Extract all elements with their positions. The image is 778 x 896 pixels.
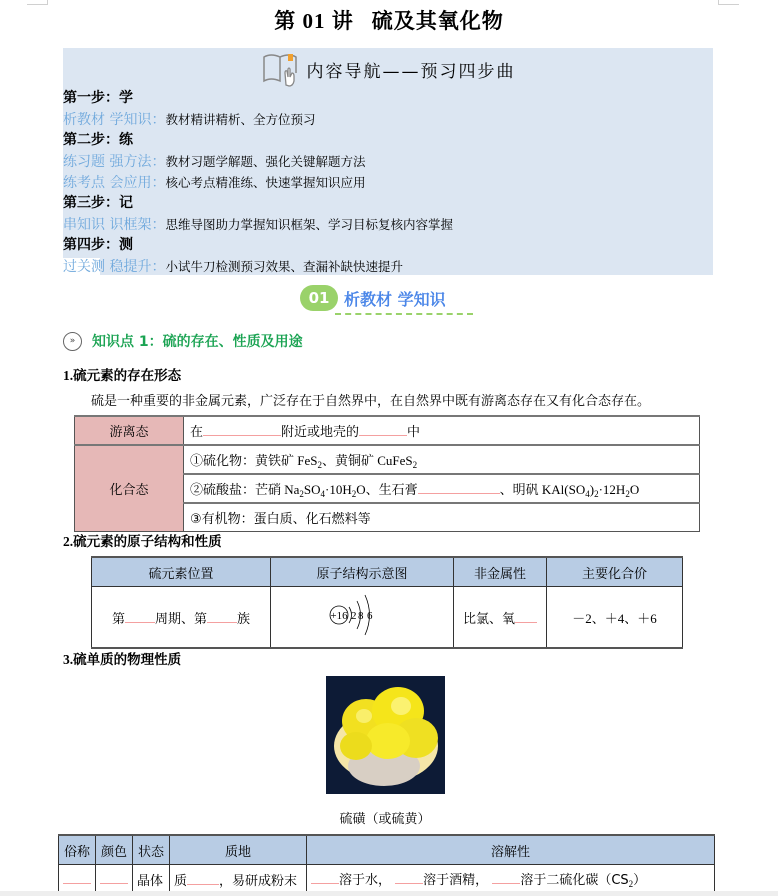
header-solubility: 溶解性 xyxy=(307,835,715,865)
subscript: 2 xyxy=(317,459,322,470)
table-header-row xyxy=(59,835,715,865)
text: 第 xyxy=(111,611,125,627)
double-chevron-circle-icon: » xyxy=(63,332,82,351)
text: 比氯、氧 xyxy=(462,611,515,627)
part1-intro: 硫是一种重要的非金属元素，广泛存在于自然界中，在自然界中既有游离态存在又有化合态存在。 xyxy=(91,394,651,409)
fill-blank[interactable] xyxy=(311,871,339,884)
free-state-cell xyxy=(184,416,700,445)
step-item xyxy=(63,109,453,130)
fill-blank[interactable] xyxy=(63,871,91,884)
header-texture: 质地 xyxy=(170,835,307,865)
step-item-desc: 教材习题学解题、强化关键解题方法 xyxy=(165,154,366,169)
header-position: 硫元素位置 xyxy=(92,557,271,587)
step-item-key: 析教材 学知识： xyxy=(63,112,166,128)
table-row xyxy=(92,587,683,649)
nav-heading-text: 内容导航——预习四步曲 xyxy=(306,61,516,82)
organic-cell: ③有机物：蛋白质、化石燃料等 xyxy=(184,503,700,532)
sulfur-existence-table xyxy=(74,415,700,532)
part3-heading: 3.硫单质的物理性质 xyxy=(63,652,182,667)
part2-heading: 2.硫元素的原子结构和性质 xyxy=(63,534,222,549)
text: 溶于酒精， xyxy=(423,873,489,888)
text: 、明矾 KAl(SO xyxy=(499,481,586,497)
texture-cell xyxy=(170,865,307,894)
content-nav-heading xyxy=(63,50,713,88)
step-1: 第一步：学 xyxy=(63,90,133,106)
header-color: 颜色 xyxy=(96,835,133,865)
lecture-topic: 硫及其氧化物 xyxy=(371,9,504,33)
text: ，易研成粉末 xyxy=(219,873,298,889)
text: O xyxy=(629,481,640,497)
step-item xyxy=(63,172,453,193)
text: 质 xyxy=(174,873,188,889)
atomic-structure-table xyxy=(91,556,683,649)
step-item xyxy=(63,256,453,277)
part1-heading: 1.硫元素的存在形态 xyxy=(63,368,182,383)
nucleus-charge: +16 xyxy=(330,610,348,622)
step-item-key: 练考点 会应用： xyxy=(63,175,166,191)
position-cell xyxy=(92,587,271,649)
header-valence: 主要化合价 xyxy=(547,557,683,587)
step-item-desc: 核心考点精准练、快速掌握知识应用 xyxy=(165,175,366,190)
subscript: 2 xyxy=(628,879,634,889)
text: ·10H xyxy=(325,481,352,497)
text: 中 xyxy=(407,425,421,440)
fill-blank[interactable] xyxy=(203,423,281,436)
step-item xyxy=(63,151,453,172)
subscript: 2 xyxy=(625,488,630,499)
text: ） xyxy=(633,873,647,888)
step-item-desc: 小试牛刀检测预习效果、查漏补缺快速提升 xyxy=(165,259,403,274)
step-item-key: 练习题 强方法： xyxy=(63,154,166,170)
combined-state-label: 化合态 xyxy=(75,445,184,532)
text: O、生石膏 xyxy=(356,481,418,497)
table-row xyxy=(59,865,715,894)
fill-blank[interactable] xyxy=(125,610,155,623)
svg-text:2: 2 xyxy=(351,610,357,622)
step-item-desc: 教材精讲精析、全方位预习 xyxy=(165,112,316,127)
text: 溶于二硫化碳（CS xyxy=(520,873,629,888)
lecture-number: 第 01 讲 xyxy=(274,9,354,33)
text: 在 xyxy=(190,425,204,440)
step-3: 第三步：记 xyxy=(63,195,133,211)
knowledge-point-title: 知识点 1：硫的存在、性质及用途 xyxy=(92,334,303,350)
open-book-hand-icon xyxy=(261,51,301,87)
fill-blank[interactable] xyxy=(207,610,237,623)
subscript: 4 xyxy=(585,488,590,499)
fill-blank[interactable] xyxy=(395,871,423,884)
sulfate-cell xyxy=(184,474,700,503)
common-name-cell xyxy=(59,865,96,894)
free-state-label: 游离态 xyxy=(75,416,184,445)
text: ) xyxy=(589,481,595,497)
section-number-badge: 01 xyxy=(300,285,338,311)
subscript: 2 xyxy=(299,488,304,499)
subscript: 2 xyxy=(351,488,357,499)
table-header-row xyxy=(92,557,683,587)
step-item-key: 过关测 稳提升： xyxy=(63,259,166,275)
fill-blank[interactable] xyxy=(492,871,520,884)
header-state: 状态 xyxy=(133,835,170,865)
physical-properties-table xyxy=(58,834,715,894)
section-header xyxy=(300,283,446,313)
header-common-name: 俗称 xyxy=(59,835,96,865)
fill-blank[interactable] xyxy=(187,872,219,885)
text: ·12H xyxy=(598,481,626,497)
svg-text:8: 8 xyxy=(358,610,364,622)
text: 周期、第 xyxy=(154,611,207,627)
step-4: 第四步：测 xyxy=(63,237,133,253)
knowledge-point-heading xyxy=(63,331,303,351)
fill-blank[interactable] xyxy=(100,871,128,884)
text: SO xyxy=(303,481,321,497)
fill-blank[interactable] xyxy=(418,481,500,494)
table-row xyxy=(75,445,700,474)
text: ②硫酸盐：芒硝 Na xyxy=(190,481,300,497)
step-2: 第二步：练 xyxy=(63,132,133,148)
sulfur-atom-structure-diagram xyxy=(327,591,397,639)
step-item xyxy=(63,214,453,235)
text: 族 xyxy=(237,611,251,627)
header-nonmetal: 非金属性 xyxy=(454,557,547,587)
text: 、黄铜矿 CuFeS xyxy=(321,452,413,468)
sulfide-cell xyxy=(184,445,700,474)
section-title: 析教材 学知识 xyxy=(344,289,446,309)
nav-steps xyxy=(63,88,453,277)
solubility-cell xyxy=(307,865,715,894)
text: 附近或地壳的 xyxy=(281,425,360,440)
state-cell: 晶体 xyxy=(133,865,170,894)
header-atom-diagram: 原子结构示意图 xyxy=(271,557,454,587)
atom-diagram-cell xyxy=(271,587,454,649)
section-underline xyxy=(335,313,473,315)
table-row xyxy=(75,416,700,445)
subscript: 4 xyxy=(320,488,326,499)
text: 溶于水， xyxy=(339,873,392,888)
subscript: 2 xyxy=(594,488,599,499)
subscript: 2 xyxy=(412,459,418,470)
svg-text:6: 6 xyxy=(367,610,373,622)
color-cell xyxy=(96,865,133,894)
step-item-key: 串知识 识框架： xyxy=(63,217,166,233)
step-item-desc: 思维导图助力掌握知识框架、学习目标复核内容掌握 xyxy=(165,217,453,232)
nonmetal-cell xyxy=(454,587,547,649)
page-bottom-edge xyxy=(0,891,778,896)
fill-blank[interactable] xyxy=(515,610,537,623)
page-title xyxy=(0,5,778,35)
sulfur-crystal-image xyxy=(326,676,445,794)
fill-blank[interactable] xyxy=(359,423,407,436)
valence-cell: －2、＋4、＋6 xyxy=(547,587,683,649)
text: ①硫化物：黄铁矿 FeS xyxy=(190,452,318,468)
image-caption: 硫磺（或硫黄） xyxy=(339,812,431,827)
